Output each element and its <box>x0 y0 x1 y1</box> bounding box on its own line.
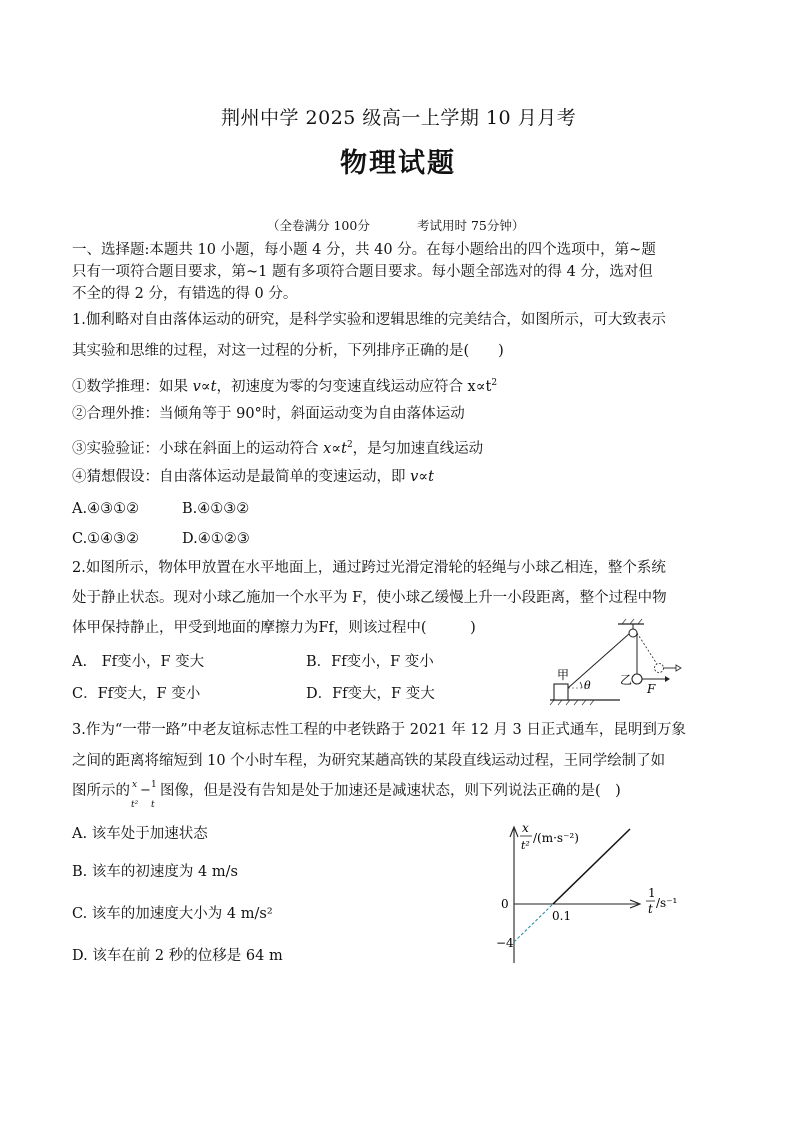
q2-stem-line2: 处于静止状态。现对小球乙施加一个水平为 F，使小球乙缓慢上升一小段距离，整个过程中物 <box>72 590 667 606</box>
label-yi: 乙 <box>620 673 633 687</box>
q2-pulley-figure <box>540 618 690 706</box>
q3-option-b[interactable]: B. 该车的初速度为 4 m/s <box>72 864 238 880</box>
q1-option-b[interactable]: B.④①③② <box>182 501 250 517</box>
origin-label: 0 <box>501 897 509 911</box>
y-label-t2: t² <box>521 839 530 852</box>
x-label-1: 1 <box>648 886 656 900</box>
ball-yi-dashed <box>655 664 664 673</box>
block-jia <box>554 684 568 700</box>
q3-stem-line2: 之间的距离将缩短到 10 个小时车程，为研究某趟高铁的某段直线运动过程，王同学绘制了如 <box>72 753 666 769</box>
q3-frac-t: t <box>151 800 155 810</box>
q1-s4-b: v∝t <box>410 469 434 485</box>
q1-s1-sup: 2 <box>491 378 498 388</box>
y-label-unit: /(m·s⁻²) <box>533 831 579 845</box>
theta-arc <box>580 682 582 688</box>
q3-stem-prefix: 图所示的 <box>72 783 130 799</box>
q1-option-a[interactable]: A.④③①② <box>72 501 140 517</box>
label-jia: 甲 <box>557 668 570 682</box>
q1-statement-3 <box>72 435 483 459</box>
subject-title: 物理试题 <box>340 148 456 179</box>
q2-stem-line1: 2.如图所示，物体甲放置在水平地面上，通过跨过光滑定滑轮的轻绳与小球乙相连，整个系统 <box>72 560 666 576</box>
q3-frac-x: x <box>132 780 138 790</box>
extension-line <box>514 904 553 942</box>
q1-statement-4 <box>72 467 434 487</box>
q3-frac-dash: − <box>140 783 151 798</box>
q1-s4-a: ④猜想假设：自由落体运动是最简单的变速运动，即 <box>72 469 411 485</box>
q3-stem-line3 <box>72 780 621 810</box>
q2-option-d[interactable]: D．Ff变大，F 变大 <box>306 686 435 702</box>
q1-option-d[interactable]: D.④①②③ <box>182 531 250 547</box>
label-f: F <box>647 682 656 696</box>
section-intro-line2: 只有一项符合题目要求，第~1 题有多项符合题目要求。每小题全部选对的得 4 分，选对但 <box>72 264 653 280</box>
x-label-t: t <box>648 902 653 916</box>
q1-stem-line2: 其实验和思维的过程，对这一过程的分析，下列排序正确的是( ) <box>72 343 504 359</box>
q1-s3-c: ，是匀加速直线运动 <box>352 440 484 457</box>
x-tick-label: 0.1 <box>552 909 572 923</box>
q1-s1-a: ①数学推理：如果 <box>72 378 193 395</box>
ceiling-hatch <box>622 619 642 624</box>
q3-option-a[interactable]: A. 该车处于加速状态 <box>72 826 208 842</box>
exam-title: 荆州中学 2025 级高一上学期 10 月月考 <box>221 107 577 129</box>
rope-dashed <box>637 633 657 664</box>
score-info: （全卷满分 100分 <box>267 218 370 233</box>
q1-s3-b: x∝t <box>323 440 347 457</box>
q3-graph <box>490 815 690 970</box>
section-intro-line1: 一、选择题:本题共 10 小题，每小题 4 分，共 40 分。在每小题给出的四个选项中，第~题 <box>72 242 656 258</box>
q1-statement-1 <box>72 373 497 397</box>
q1-option-c[interactable]: C.①④③② <box>72 531 140 547</box>
ball-yi <box>632 674 642 684</box>
q2-option-c[interactable]: C．Ff变大，F 变小 <box>72 686 201 702</box>
q3-stem-line1: 3.作为“一带一路”中老友谊标志性工程的中老铁路于 2021 年 12 月 3 日正式通车，昆明到万象 <box>72 722 686 738</box>
q2-option-a[interactable]: A. Ff变小，F 变大 <box>72 654 205 670</box>
q3-frac-1: 1 <box>151 780 157 790</box>
y-label-x: x <box>522 821 529 835</box>
time-info: 考试用时 75分钟） <box>417 218 525 233</box>
q1-s3-a: ③实验验证：小球在斜面上的运动符合 <box>72 440 324 457</box>
q3-option-d[interactable]: D. 该车在前 2 秒的位移是 64 m <box>72 948 283 964</box>
ground-hatch <box>550 700 594 705</box>
q1-s3-sup: 2 <box>346 440 353 450</box>
q2-stem-line3: 体甲保持静止，甲受到地面的摩擦力为Ff，则该过程中( ) <box>72 620 476 636</box>
q3-frac-t2: t² <box>131 800 139 810</box>
q1-statement-2: ②合理外推：当倾角等于 90°时，斜面运动变为自由落体运动 <box>72 406 465 422</box>
q1-stem-line1: 1.伽利略对自由落体运动的研究，是科学实验和逻辑思维的完美结合，如图所示，可大致表示 <box>72 312 666 328</box>
q2-option-b[interactable]: B．Ff变小，F 变小 <box>306 654 434 670</box>
section-intro-line3: 不全的得 2 分，有错选的得 0 分。 <box>72 286 298 302</box>
q3-inline-fraction <box>130 780 160 810</box>
label-theta: θ <box>584 679 591 692</box>
q3-option-c[interactable]: C. 该车的加速度大小为 4 m/s² <box>72 906 273 922</box>
x-label-unit: /s⁻¹ <box>656 896 678 910</box>
q3-stem-suffix: 图像，但是没有告知是处于加速还是减速状态，则下列说法正确的是( ) <box>160 783 621 799</box>
pulley <box>629 629 637 637</box>
q1-s1-b: v∝t <box>192 378 217 395</box>
q1-s1-c: ，初速度为零的匀变速直线运动应符合 x∝t <box>216 378 492 395</box>
y-tick-label: −4 <box>496 936 514 950</box>
